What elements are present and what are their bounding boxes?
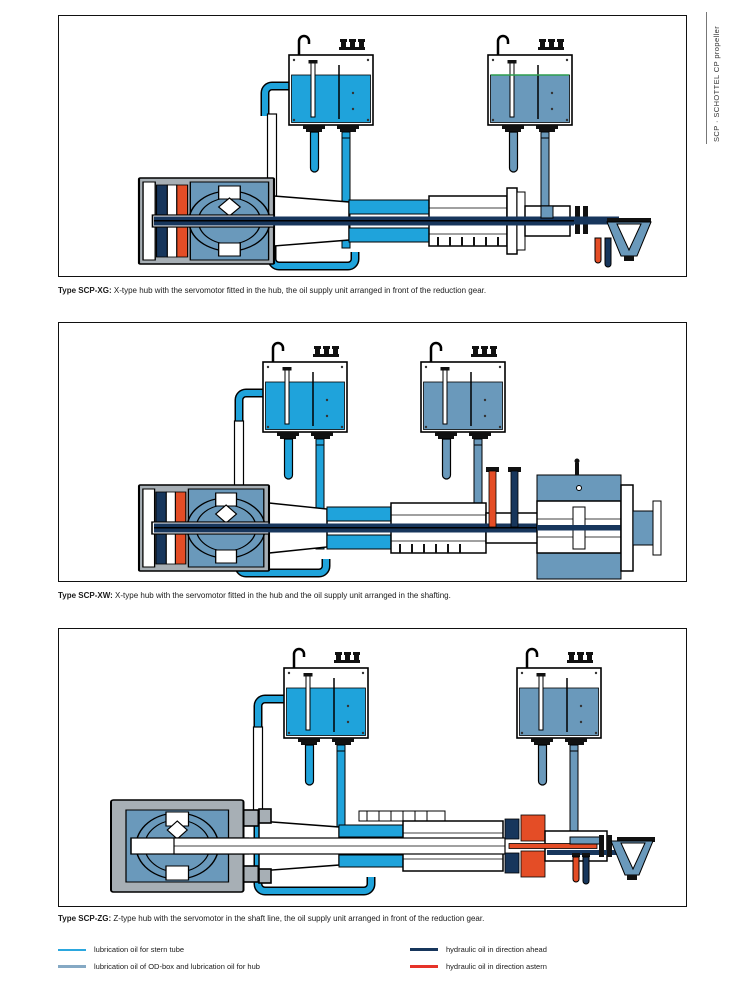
legend-swatch-ahead	[410, 948, 438, 951]
margin-label: SCP · SCHOTTEL CP propeller	[712, 25, 721, 142]
gravity-tank-od-box	[517, 649, 601, 785]
legend-item	[410, 958, 658, 975]
gravity-tank-lubrication	[284, 649, 368, 785]
od-box-pipe	[541, 138, 549, 212]
legend-label: lubrication oil for stern tube	[94, 945, 185, 954]
legend-item	[410, 941, 658, 958]
figure-panel-scp-zg	[58, 628, 687, 907]
hydraulic-pipe-astern	[595, 238, 601, 263]
hydraulic-pipe-astern	[573, 857, 579, 882]
type-label: Type SCP-XW:	[58, 591, 113, 600]
legend-swatch-stern-tube	[58, 949, 86, 951]
caption-text: Z-type hub with the servomotor in the shaft line, the oil supply unit arranged in front of the reduction gear.	[111, 914, 485, 923]
legend-item	[58, 958, 410, 975]
hydraulic-pipe-ahead	[605, 238, 611, 267]
od-box-in-shafting	[537, 459, 661, 580]
legend-swatch-od-box	[58, 965, 86, 968]
gravity-tank-od-box	[488, 36, 572, 172]
hydraulic-pipe-ahead	[511, 471, 518, 527]
caption-text: X-type hub with the servomotor fitted in the hub and the oil supply unit arranged in the shafting.	[112, 591, 451, 600]
od-box-front-of-gear	[570, 835, 655, 884]
legend-item	[58, 941, 410, 958]
legend-label: hydraulic oil in direction astern	[446, 962, 547, 971]
scp-zg-diagram	[59, 629, 686, 903]
lubrication-pipe	[337, 751, 345, 827]
hydraulic-pipe-ahead	[583, 857, 589, 884]
caption-scp-xg	[58, 286, 683, 296]
legend-label: lubrication oil of OD-box and lubrication oil for hub	[94, 962, 260, 971]
type-label: Type SCP-ZG:	[58, 914, 112, 923]
caption-text: X-type hub with the servomotor fitted in the hub, the oil supply unit arranged in front of the reduction gear.	[111, 286, 487, 295]
od-box-pipe	[570, 751, 578, 837]
scp-xg-diagram	[59, 16, 686, 276]
legend	[58, 941, 658, 975]
scp-xw-diagram	[59, 323, 686, 581]
caption-scp-xw	[58, 591, 683, 601]
legend-swatch-astern	[410, 965, 438, 968]
hydraulic-pipe-astern	[489, 471, 496, 527]
gravity-tank-lubrication	[289, 36, 373, 172]
caption-scp-zg	[58, 914, 683, 924]
legend-label: hydraulic oil in direction ahead	[446, 945, 547, 954]
figure-panel-scp-xg	[58, 15, 687, 277]
margin-rule	[706, 12, 707, 144]
type-label: Type SCP-XG:	[58, 286, 112, 295]
figure-panel-scp-xw	[58, 322, 687, 582]
gravity-tank-lubrication	[263, 343, 347, 479]
gravity-tank-od-box	[421, 343, 505, 479]
